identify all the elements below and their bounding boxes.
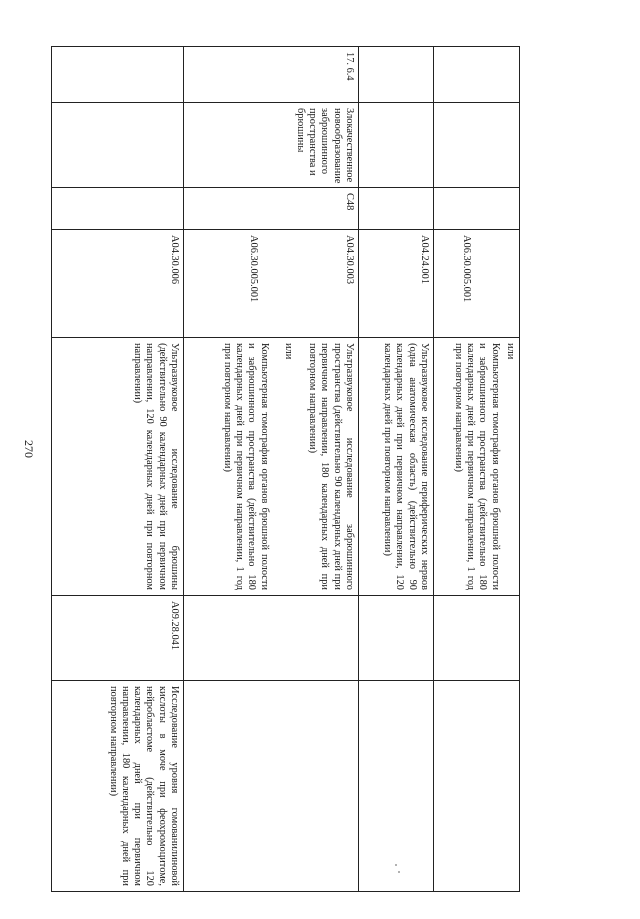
diagnosis-name-cell: Злокачественное новообразование забрюшинного пространства и брюшины: [184, 103, 359, 188]
row-number-cell: [52, 47, 184, 103]
icd-code-cell: [434, 188, 520, 230]
lab-description-cell: [184, 681, 359, 892]
icd-code-cell: [52, 188, 184, 230]
lab-code-cell: [184, 596, 359, 681]
page-number: 270: [22, 440, 36, 458]
service-description-cell: [359, 338, 434, 596]
scan-speck: [398, 871, 400, 873]
service-description-cell: [184, 338, 359, 596]
lab-description-cell: [359, 681, 434, 892]
icd-code-cell: [359, 188, 434, 230]
diagnosis-name-cell: [359, 103, 434, 188]
service-code-cell: [184, 230, 359, 338]
lab-description-cell: [434, 681, 520, 892]
rotated-table-wrapper: [52, 46, 520, 891]
service-code: A04.30.006: [169, 235, 180, 285]
table: [51, 46, 520, 892]
table-row: [52, 47, 184, 892]
lab-code-cell: [434, 596, 520, 681]
service-code-cell: [434, 230, 520, 338]
service-description: Ультразвуковое исследование брюшины (действительно 90 календарных дней при первичном направлении, 120 календарных дней при повторном направлении): [132, 343, 180, 590]
service-description: Компьютерная томография органов брюшной полости и забрюшинного пространства (действительно 180 календарных дней при первичном направлении, 1 год при повторном направлении): [452, 343, 501, 590]
table-row: [359, 47, 434, 892]
row-number-cell: [434, 47, 520, 103]
row-number-cell: 17. 6.4: [184, 47, 359, 103]
row-number-cell: [359, 47, 434, 103]
lab-code-cell: [359, 596, 434, 681]
service-code-cell: [52, 230, 184, 338]
table-row: [184, 47, 359, 892]
icd-code-cell: C48: [184, 188, 359, 230]
service-description: или: [282, 343, 294, 360]
service-code: A06.30.005.001: [247, 235, 259, 303]
service-description: или: [505, 343, 516, 360]
diagnosis-name-cell: [52, 103, 184, 188]
service-description: Компьютерная томография органов брюшной полости и забрюшинного пространства (действительно 180 календарных дней при первичном направлении, 1 год при повторном направлении): [221, 343, 270, 590]
lab-code-cell: A09.28.041: [52, 596, 184, 681]
scan-speck: [395, 864, 397, 866]
lab-description-cell: Исследование уровня гомованилиновой кислоты в моче при феохромоцитоме, нейробластоме (действительно 120 календарных дней при первичном направлении, 180 календарных дней при повторном направлении): [52, 681, 184, 892]
service-code: A04.30.003: [344, 235, 355, 285]
service-code: A04.24.001: [419, 235, 430, 285]
service-description-cell: [52, 338, 184, 596]
service-code: A06.30.005.001: [461, 235, 472, 303]
diagnosis-name-cell: [434, 103, 520, 188]
table-row: [434, 47, 520, 892]
service-code-cell: [359, 230, 434, 338]
service-description: Ультразвуковое исследование периферических нервов (одна анатомическая область) (действительно 90 календарных дней при первичном направлении, 120 календарных дней при повторном направлении): [382, 343, 430, 590]
service-description: Ультразвуковое исследование забрюшинного пространства (действительно 90 календарных дней при первичном направлении, 180 календарных дней при повторном направлении): [307, 343, 355, 590]
service-description-cell: [434, 338, 520, 596]
